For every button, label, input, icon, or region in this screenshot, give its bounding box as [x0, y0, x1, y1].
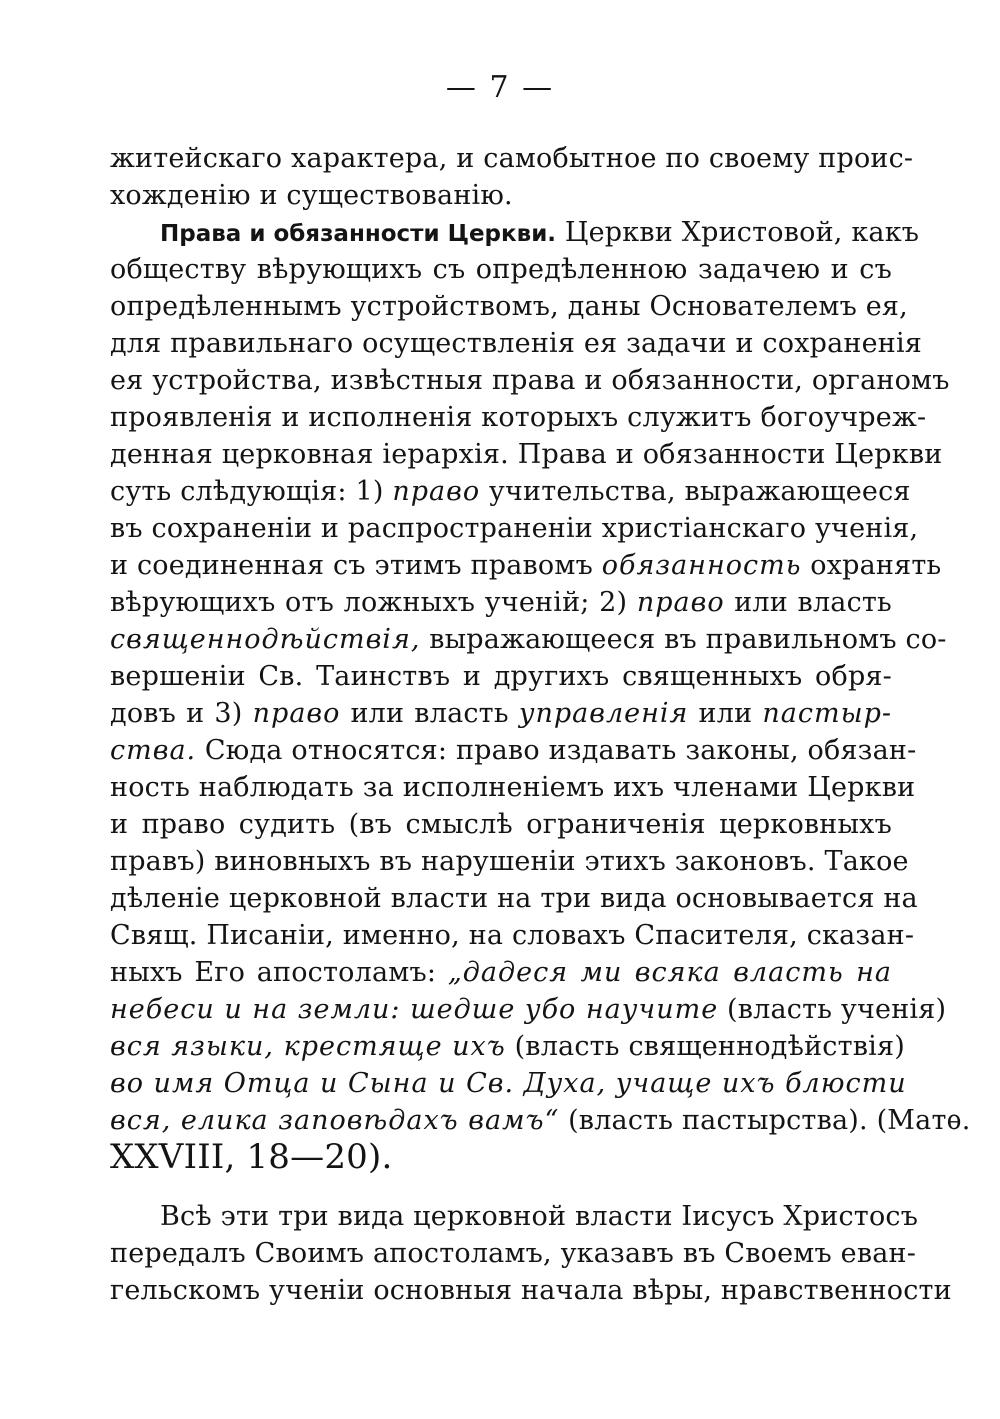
- italic-term: пастыр-: [762, 698, 892, 729]
- text-span: (власть священнодѣйствія): [514, 1031, 905, 1062]
- italic-term: ства.: [110, 735, 197, 766]
- text-line: [110, 473, 911, 510]
- italic-term: обязанность: [601, 550, 802, 581]
- text-line: денная церковная іерархія. Права и обязанности Церкви: [110, 439, 943, 470]
- page-number: — 7 —: [445, 70, 555, 105]
- text-line: опредѣленнымъ устройствомъ, даны Основателемъ ея,: [110, 291, 908, 322]
- text-line: [110, 991, 947, 1028]
- text-span: суть слѣдующія: 1): [110, 476, 384, 507]
- italic-term: священнодѣйствія,: [110, 624, 421, 655]
- text-line: Всѣ эти три вида церковной власти Іисусъ Христосъ: [160, 1201, 919, 1232]
- text-line: обществу вѣрующихъ съ опредѣленною задачею и съ: [110, 254, 892, 285]
- text-line: проявленія и исполненія которыхъ служитъ богоучреж-: [110, 402, 927, 433]
- text-line: житейскаго характера, и самобытное по своему проис-: [110, 143, 914, 174]
- text-line: хожденію и существованію.: [110, 180, 513, 211]
- text-line: дѣленіе церковной власти на три вида основывается на: [110, 883, 918, 914]
- text-span: Церкви Христовой, какъ: [564, 217, 920, 248]
- text-line: [110, 732, 917, 769]
- text-line: [110, 547, 942, 584]
- paragraph-apostles: [110, 1198, 952, 1309]
- text-line: и право судить (въ смыслѣ ограниченія церковныхъ: [110, 809, 892, 840]
- text-line: [110, 1102, 971, 1139]
- text-span: или власть: [734, 587, 892, 618]
- text-span: или: [698, 698, 753, 729]
- text-span: (власть ученія): [727, 994, 947, 1025]
- text-line: [110, 695, 892, 732]
- section-heading: Права и обязанности Церкви.: [160, 221, 557, 247]
- text-span: ныхъ Его апостоламъ:: [110, 957, 437, 988]
- text-line: гельскомъ ученіи основныя начала вѣры, нравственности: [110, 1275, 952, 1306]
- italic-term: право: [252, 698, 341, 729]
- text-span: вѣрующихъ отъ ложныхъ ученій; 2): [110, 587, 628, 618]
- text-line: вершеніи Св. Таинствъ и другихъ священныхъ обря-: [110, 661, 892, 692]
- text-line: [110, 584, 892, 621]
- text-span: Сюда относятся: право издавать законы, обязан-: [204, 735, 917, 766]
- text-span: охранять: [810, 550, 942, 581]
- paragraph-continuation: [110, 140, 914, 214]
- italic-term: право: [636, 587, 725, 618]
- text-span: довъ и 3): [110, 698, 243, 729]
- text-line: Свящ. Писаніи, именно, на словахъ Спасителя, сказан-: [110, 920, 915, 951]
- text-line: ея устройства, извѣстныя права и обязанности, органомъ: [110, 365, 950, 396]
- text-span: (власть пастырства). (Матѳ.: [568, 1105, 971, 1136]
- text-span: выражающееся въ правильномъ со-: [429, 624, 947, 655]
- text-line: [110, 1028, 905, 1065]
- text-line: [110, 954, 892, 991]
- paragraph-church-rights: [110, 214, 971, 1177]
- text-line: правъ) виновныхъ въ нарушеніи этихъ законовъ. Такое: [110, 846, 909, 877]
- text-line: въ сохраненіи и распространеніи христіанскаго ученія,: [110, 513, 919, 544]
- scripture-quote: вся языки, крестяще ихъ: [110, 1031, 506, 1062]
- text-span: учительства, выражающееся: [488, 476, 911, 507]
- text-line: для правильнаго осуществленія ея задачи и сохраненія: [110, 328, 923, 359]
- scripture-quote: вся, елика заповѣдахъ вамъ“: [110, 1105, 560, 1136]
- italic-term: управленія: [518, 698, 689, 729]
- scripture-quote-line: во имя Отца и Сына и Св. Духа, учаще ихъ блюсти: [110, 1068, 907, 1099]
- scripture-reference: XXVIII, 18—20).: [110, 1137, 393, 1177]
- text-line: ность наблюдать за исполненіемъ ихъ членами Церкви: [110, 772, 916, 803]
- scripture-quote: „дадеся ми всяка власть на: [447, 957, 892, 988]
- italic-term: право: [392, 476, 481, 507]
- text-line: [110, 621, 947, 658]
- text-line: [110, 214, 920, 251]
- text-span: и соединенная съ этимъ правомъ: [110, 550, 593, 581]
- scripture-quote: небеси и на земли: шедше убо научите: [110, 994, 719, 1025]
- text-line: передалъ Своимъ апостоламъ, указавъ въ Своемъ еван-: [110, 1238, 917, 1269]
- text-span: или власть: [350, 698, 509, 729]
